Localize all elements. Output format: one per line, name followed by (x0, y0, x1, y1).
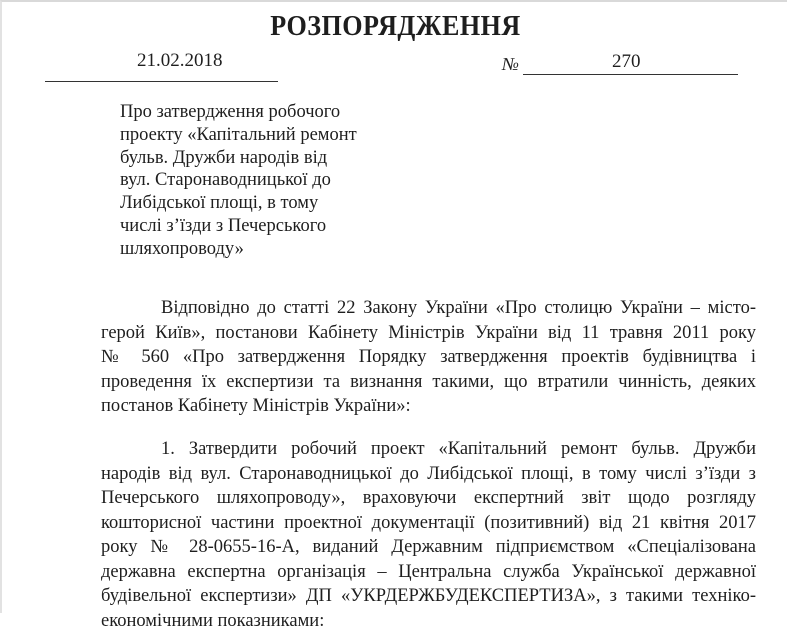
subject-line: Про затвердження робочого (120, 101, 410, 124)
subject-line: Либідської площі, в тому (120, 192, 410, 215)
paragraph-line: Відповідно до статті 22 Закону України «Про столицю України – місто- (101, 296, 756, 321)
paragraph-line: народів від вул. Старонаводницької до Либідської площі, в тому числі з’їзди з (101, 462, 756, 487)
date-underline (45, 81, 278, 82)
paragraph-line: економічними показниками: (101, 609, 756, 633)
clause-1-paragraph (101, 437, 756, 633)
paragraph-line: проведення їх експертизи та визнання такими, що втратили чинність, деяких (101, 370, 756, 395)
number-underline (523, 74, 738, 75)
document-subject (120, 101, 410, 261)
paragraph-line: кошторисної частини проектної документації (позитивний) від 21 квітня 2017 (101, 511, 756, 536)
paragraph-line: № 560 «Про затвердження Порядку затвердження проектів будівництва і (101, 345, 756, 370)
number-sign: № (502, 54, 519, 75)
paragraph-line: державна експертна організація – Центральна служба Української державної (101, 560, 756, 585)
paragraph-line: будівельної експертизи» ДП «УКРДЕРЖБУДЕКСПЕРТИЗА», з такими техніко- (101, 584, 756, 609)
document-number: 270 (612, 51, 641, 73)
preamble-paragraph (101, 296, 756, 419)
subject-line: шляхопроводу» (120, 238, 410, 261)
paragraph-line: постанов Кабінету Міністрів України»: (101, 394, 756, 419)
paragraph-line: 1. Затвердити робочий проект «Капітальний ремонт бульв. Дружби (101, 437, 756, 462)
paragraph-line: Печерського шляхопроводу», враховуючи експертний звіт щодо розгляду (101, 486, 756, 511)
paragraph-line: року № 28-0655-16-А, виданий Державним підприємством «Спеціалізована (101, 535, 756, 560)
document-title: РОЗПОРЯДЖЕННЯ (41, 10, 749, 43)
paragraph-line: герой Київ», постанови Кабінету Міністрів України від 11 травня 2011 року (101, 321, 756, 346)
subject-line: проекту «Капітальний ремонт (120, 124, 410, 147)
subject-line: вул. Старонаводницької до (120, 169, 410, 192)
subject-line: числі з’їзди з Печерського (120, 215, 410, 238)
document-date: 21.02.2018 (137, 50, 223, 72)
subject-line: бульв. Дружби народів від (120, 147, 410, 170)
